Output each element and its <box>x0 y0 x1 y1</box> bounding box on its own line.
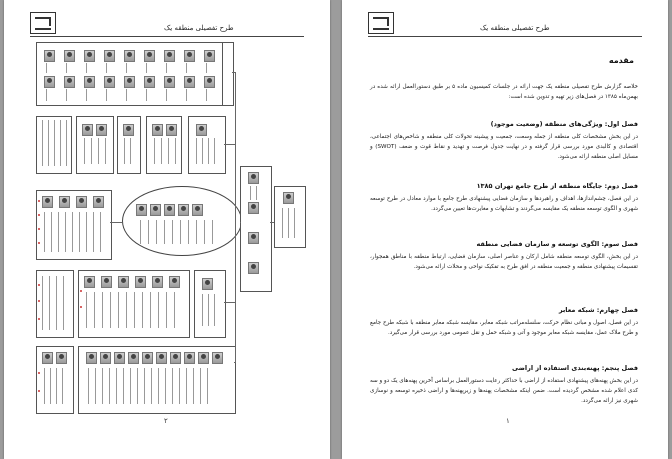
top-group-label-line <box>186 89 187 101</box>
top-group-label-line <box>126 63 127 73</box>
group-j-label-line <box>150 292 151 328</box>
group-c-photo <box>123 124 134 136</box>
group-a-label-line <box>60 120 61 166</box>
top-group-photo <box>204 50 215 62</box>
group-m-label-line <box>95 368 96 404</box>
top-group-label-line <box>206 63 207 73</box>
group-h-label-line <box>288 208 289 238</box>
group-j-photo <box>169 276 180 288</box>
group-f-label-line <box>65 212 66 252</box>
group-b-label-line <box>91 138 92 164</box>
group-m-label-line <box>151 368 152 404</box>
header-rule-left <box>30 36 304 37</box>
group-m-photo <box>114 352 125 364</box>
section-4-title: فصل چهارم: شبکه معابر <box>558 306 638 314</box>
group-e-label-line <box>196 138 197 164</box>
group-d-label-line <box>168 138 169 164</box>
group-h-label-line <box>282 208 283 238</box>
group-j-label-line <box>86 292 87 328</box>
group-e-label-line <box>208 138 209 164</box>
marker-dot <box>38 200 40 202</box>
top-group-photo <box>84 50 95 62</box>
group-f-label-line <box>93 212 94 252</box>
section-5-text: در این بخش پهنه‌های پیشنهادی استفاده از اراضی با حداکثر رعایت دستورالعمل براساس آخرین پهنه‌های یک دو و سه کدی اعلام شده مشخص گردیده است. ضمن اینکه مشخصات پهنه‌ها و زیرپهنه‌ها و اراضی ذخیره توسعه و نوسازی شهری نیز ارائه می‌گردد. <box>370 378 638 405</box>
marker-dot <box>80 306 82 308</box>
section-2-title: فصل دوم: جایگاه منطقه از طرح جامع تهران ۱۳۸۵ <box>476 182 638 190</box>
group-m-photo <box>142 352 153 364</box>
top-group-label-line <box>146 89 147 101</box>
page-number-left: ۲ <box>164 417 168 425</box>
section-5-title: فصل پنجم: پهنه‌بندی استفاده از اراضی <box>512 364 638 372</box>
group-l-label-line <box>44 368 45 404</box>
oval-label-line <box>188 220 189 244</box>
oval-label-line <box>156 220 157 244</box>
oval-label-line <box>164 220 165 244</box>
intro-title: مقدمه <box>608 56 634 65</box>
group-d-label-line <box>175 138 176 164</box>
oval-label-line <box>212 220 213 244</box>
group-f-photo <box>42 196 53 208</box>
group-b-photo <box>96 124 107 136</box>
group-k-label-line <box>208 294 209 326</box>
top-group-label-line <box>66 63 67 73</box>
top-group-photo <box>84 76 95 88</box>
group-g-label-line <box>250 186 251 200</box>
top-group-photo <box>104 76 115 88</box>
group-f-photo <box>76 196 87 208</box>
marker-dot <box>38 300 40 302</box>
group-m-photo <box>86 352 97 364</box>
group-j-label-line <box>166 292 167 328</box>
group-j-photo <box>84 276 95 288</box>
top-group-photo <box>44 50 55 62</box>
top-group-photo <box>144 50 155 62</box>
group-g-label-line <box>256 186 257 200</box>
group-b-photo <box>82 124 93 136</box>
oval-label-line <box>204 220 205 244</box>
group-d-photo <box>166 124 177 136</box>
left-page <box>4 0 330 459</box>
top-group-label-line <box>66 89 67 101</box>
group-j-label-line <box>102 292 103 328</box>
group-m-photo <box>170 352 181 364</box>
group-b-label-line <box>98 138 99 164</box>
top-group-label-line <box>106 63 107 73</box>
section-3-text: در این بخش، الگوی توسعه منطقه شامل ارکان و عناصر اصلی، سازمان فضایی، ارتباط منطقه با مناطق همجوار، تقسیمات پیشنهادی منطقه و جمعیت منطقه در افق طرح به تفکیک نواحی و محلات ارائه می‌شود. <box>370 254 638 271</box>
group-l-label-line <box>62 368 63 404</box>
group-i-label-line <box>56 276 57 330</box>
group-d-label-line <box>154 138 155 164</box>
header-title-right: طرح تفصیلی منطقه یک <box>480 24 550 32</box>
top-group-photo <box>184 76 195 88</box>
oval-label-line <box>180 220 181 244</box>
group-m-label-line <box>193 368 194 404</box>
group-m-label-line <box>179 368 180 404</box>
group-j-label-line <box>174 292 175 328</box>
group-j-label-line <box>158 292 159 328</box>
group-f-label-line <box>72 212 73 252</box>
connector <box>224 302 236 303</box>
top-group-label-line <box>186 63 187 73</box>
group-j-photo <box>135 276 146 288</box>
group-m-label-line <box>123 368 124 404</box>
connector <box>224 144 236 145</box>
top-group-label-line <box>126 89 127 101</box>
group-j-photo <box>101 276 112 288</box>
group-b-label-line <box>105 138 106 164</box>
logo-right <box>368 12 394 34</box>
top-group-photo <box>164 76 175 88</box>
oval-label-line <box>196 220 197 244</box>
group-e-box <box>188 116 226 174</box>
marker-dot <box>38 318 40 320</box>
group-m-label-line <box>109 368 110 404</box>
connector <box>234 362 236 363</box>
group-m-label-line <box>88 368 89 404</box>
group-b-label-line <box>84 138 85 164</box>
group-m-photo <box>156 352 167 364</box>
group-m-label-line <box>144 368 145 404</box>
top-group-label-line <box>86 89 87 101</box>
group-g-photo <box>248 172 259 184</box>
group-e-photo <box>196 124 207 136</box>
group-l-label-line <box>50 368 51 404</box>
connector <box>235 72 236 362</box>
header-rule-right <box>368 36 642 37</box>
oval-label-line <box>148 220 149 244</box>
top-group-label-line <box>106 89 107 101</box>
page-number-right: ۱ <box>506 417 510 425</box>
group-j-label-line <box>142 292 143 328</box>
top-group-photo <box>104 50 115 62</box>
group-c-label-line <box>130 138 131 164</box>
oval-photo <box>150 204 161 216</box>
oval-photo <box>192 204 203 216</box>
group-l-label-line <box>56 368 57 404</box>
group-j-photo <box>152 276 163 288</box>
group-m-label-line <box>207 368 208 404</box>
group-f-photo <box>59 196 70 208</box>
marker-dot <box>38 372 40 374</box>
group-a-label-line <box>66 120 67 166</box>
section-2-text: در این فصل، چشم‌اندازها، اهداف و راهبردها و سازمان فضایی پیشنهادی طرح جامع با موارد معادل در طرح توسعه شهری و الگوی توسعه منطقه یک مقایسه می‌گردند و تشابهات و مغایرت‌ها تعیین می‌گردد. <box>370 196 638 213</box>
logo-left <box>30 12 56 34</box>
group-c-label-line <box>124 138 125 164</box>
group-j-photo <box>118 276 129 288</box>
marker-dot <box>38 284 40 286</box>
group-i-label-line <box>42 276 43 330</box>
group-h-label-line <box>294 208 295 238</box>
top-group-label-line <box>146 63 147 73</box>
oval-photo <box>178 204 189 216</box>
group-k-label-line <box>214 294 215 326</box>
group-m-label-line <box>130 368 131 404</box>
marker-dot <box>38 390 40 392</box>
group-a-label-line <box>42 120 43 166</box>
group-m-photo <box>128 352 139 364</box>
marker-dot <box>38 242 40 244</box>
group-d-photo <box>152 124 163 136</box>
top-group-photo <box>64 50 75 62</box>
connector <box>110 222 122 223</box>
top-group-label-line <box>166 89 167 101</box>
top-group-label-line <box>206 89 207 101</box>
marker-dot <box>80 290 82 292</box>
top-group-photo <box>184 50 195 62</box>
group-m-label-line <box>158 368 159 404</box>
group-a-label-line <box>48 120 49 166</box>
group-m-photo <box>198 352 209 364</box>
group-h-photo <box>283 192 294 204</box>
group-k-label-line <box>202 294 203 326</box>
intro-paragraph: خلاصه گزارش طرح تفصیلی منطقه یک جهت ارائه در جلسات کمیسیون ماده ۵ بر طبق دستورالعمل ارائه شده در بهمن‌ماه ۱۳۸۵ در فصل‌های زیر تهیه و تدوین شده است: <box>370 84 638 101</box>
top-group-photo <box>124 76 135 88</box>
section-3-title: فصل سوم: الگوی توسعه و سازمان فضایی منطقه <box>476 240 638 248</box>
group-e-label-line <box>202 138 203 164</box>
header-title-left: طرح تفصیلی منطقه یک <box>164 24 234 32</box>
top-group-photo <box>124 50 135 62</box>
top-group-label-line <box>46 63 47 73</box>
top-group-photo <box>44 76 55 88</box>
top-group-photo <box>144 76 155 88</box>
marker-dot <box>38 214 40 216</box>
group-m-label-line <box>102 368 103 404</box>
group-f-label-line <box>44 212 45 252</box>
right-page <box>342 0 668 459</box>
oval-label-line <box>172 220 173 244</box>
group-m-label-line <box>172 368 173 404</box>
section-4-text: در این فصل، اصول و مبانی نظام حرکت، سلسله‌مراتب شبکه معابر، مقایسه شبکه معابر منطقه با شبکه طرح جامع و طرح ملاک عمل، مقایسه شبکه معابر موجود و آتی و شبکه حمل و نقل عمومی مورد بررسی قرار می‌گیرد. <box>370 320 638 337</box>
group-f-label-line <box>100 212 101 252</box>
group-m-label-line <box>116 368 117 404</box>
top-group-label-line <box>166 63 167 73</box>
group-i-label-line <box>49 276 50 330</box>
group-j-label-line <box>94 292 95 328</box>
section-1-text: در این بخش مشخصات کلی منطقه از جمله وسعت، جمعیت و پیشینه تحولات کلی منطقه و شاخص‌های اجتماعی، اقتصادی و کالبدی مورد بررسی قرار گرفته و در نهایت جدول فرصت و تهدید و نقاط قوت و ضعف (SWOT) و مسایل اصلی منطقه ارائه می‌شود. <box>370 134 638 161</box>
group-m-label-line <box>137 368 138 404</box>
group-m-photo <box>184 352 195 364</box>
group-m-label-line <box>200 368 201 404</box>
group-e-label-line <box>214 138 215 164</box>
group-l-photo <box>56 352 67 364</box>
oval-photo <box>164 204 175 216</box>
group-d-label-line <box>161 138 162 164</box>
group-f-label-line <box>86 212 87 252</box>
top-group-photo <box>164 50 175 62</box>
oval-label-line <box>140 220 141 244</box>
section-1-title: فصل اول: ویژگی‌های منطقه (وضعیت موجود) <box>490 120 638 128</box>
group-m-label-line <box>186 368 187 404</box>
group-m-photo <box>212 352 223 364</box>
group-g-photo <box>248 232 259 244</box>
top-group-photo <box>64 76 75 88</box>
group-j-label-line <box>134 292 135 328</box>
group-i-label-line <box>63 276 64 330</box>
group-j-label-line <box>118 292 119 328</box>
group-l-photo <box>42 352 53 364</box>
connector <box>240 222 241 223</box>
top-group-photo <box>204 76 215 88</box>
oval-photo <box>136 204 147 216</box>
group-m-label-line <box>165 368 166 404</box>
top-group-side-title <box>222 42 234 106</box>
group-m-photo <box>100 352 111 364</box>
group-a-label-line <box>54 120 55 166</box>
connector <box>270 222 274 223</box>
group-f-label-line <box>51 212 52 252</box>
group-f-photo <box>93 196 104 208</box>
group-f-label-line <box>79 212 80 252</box>
top-group-label-line <box>46 89 47 101</box>
marker-dot <box>38 228 40 230</box>
group-j-label-line <box>126 292 127 328</box>
group-k-photo <box>202 278 213 290</box>
top-group-label-line <box>86 63 87 73</box>
group-g-photo <box>248 202 259 214</box>
group-g-photo <box>248 262 259 274</box>
group-j-label-line <box>110 292 111 328</box>
group-f-label-line <box>58 212 59 252</box>
